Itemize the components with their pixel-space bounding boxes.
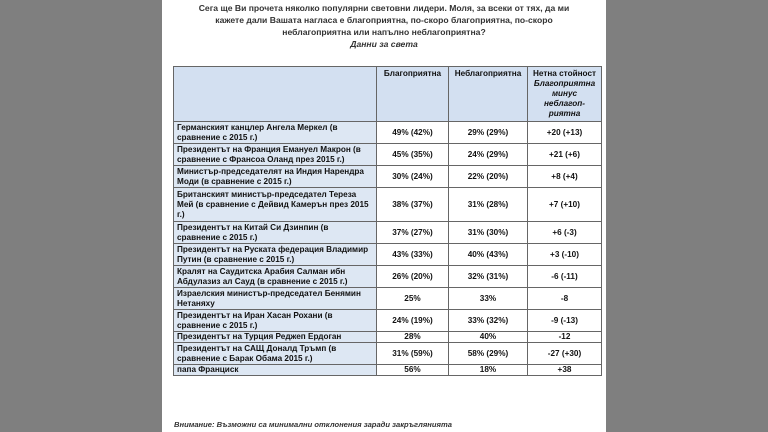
header-net-line-3: минус неблагоп-	[543, 89, 586, 108]
unfavorable-cell: 40% (43%)	[449, 244, 528, 266]
leader-name-cell: папа Франциск	[174, 365, 377, 376]
net-value-cell: -8	[528, 288, 602, 310]
header-net-line-4: риятна	[548, 109, 581, 118]
question-line-1: Сега ще Ви прочета няколко популярни световни лидери. Моля, за всеки от тях, да ми	[198, 3, 570, 13]
table-header-row	[174, 67, 602, 122]
leader-name-cell: Президентът на Турция Реджеп Ердоган	[174, 332, 377, 343]
unfavorable-cell: 29% (29%)	[449, 122, 528, 144]
net-value-cell: +21 (+6)	[528, 144, 602, 166]
leader-name-cell: Президентът на Руската федерация Владимир Путин (в сравнение с 2015 г.)	[174, 244, 377, 266]
header-corner	[174, 67, 377, 122]
favorable-cell: 28%	[377, 332, 449, 343]
table-row	[174, 343, 602, 365]
net-value-cell: +6 (-3)	[528, 222, 602, 244]
leader-name-cell: Кралят на Саудитска Арабия Салман ибн Абдулазиз ал Сауд (в сравнение с 2015 г.)	[174, 266, 377, 288]
leader-name-cell: Президентът на САЩ Доналд Тръмп (в сравнение с Барак Обама 2015 г.)	[174, 343, 377, 365]
document-page	[162, 0, 606, 432]
table-row	[174, 222, 602, 244]
leader-name-cell: Израелския министър-председател Бенямин Нетаняху	[174, 288, 377, 310]
favorable-cell: 43% (33%)	[377, 244, 449, 266]
favorable-cell: 38% (37%)	[377, 188, 449, 222]
leader-name-cell: Президентът на Франция Емануел Макрон (в сравнение с Франсоа Оланд през 2015 г.)	[174, 144, 377, 166]
favorable-cell: 56%	[377, 365, 449, 376]
leader-name-cell: Президентът на Иран Хасан Рохани (в сравнение с 2015 г.)	[174, 310, 377, 332]
table-row	[174, 288, 602, 310]
header-unfavorable: Неблагоприятна	[449, 67, 528, 122]
question-subtitle: Данни за света	[350, 39, 418, 49]
leader-name-cell: Германският канцлер Ангела Меркел (в сравнение с 2015 г.)	[174, 122, 377, 144]
favorable-cell: 26% (20%)	[377, 266, 449, 288]
table-row	[174, 244, 602, 266]
unfavorable-cell: 31% (30%)	[449, 222, 528, 244]
header-net	[528, 67, 602, 122]
unfavorable-cell: 33%	[449, 288, 528, 310]
net-value-cell: +8 (+4)	[528, 166, 602, 188]
favorable-cell: 31% (59%)	[377, 343, 449, 365]
table-row	[174, 332, 602, 343]
unfavorable-cell: 40%	[449, 332, 528, 343]
net-value-cell: +7 (+10)	[528, 188, 602, 222]
unfavorable-cell: 18%	[449, 365, 528, 376]
table-row	[174, 122, 602, 144]
table-row	[174, 166, 602, 188]
leader-name-cell: Британският министър-председател Тереза Мей (в сравнение с Дейвид Камерън през 2015 г.)	[174, 188, 377, 222]
table-row	[174, 144, 602, 166]
favorable-cell: 25%	[377, 288, 449, 310]
net-value-cell: +3 (-10)	[528, 244, 602, 266]
leader-name-cell: Президентът на Китай Си Дзинпин (в сравнение с 2015 г.)	[174, 222, 377, 244]
footnote	[174, 420, 452, 429]
header-favorable: Благоприятна	[377, 67, 449, 122]
question-line-3: неблагоприятна или напълно неблагоприятна?	[282, 27, 486, 37]
net-value-cell: -6 (-11)	[528, 266, 602, 288]
favorable-cell: 30% (24%)	[377, 166, 449, 188]
favorable-cell: 24% (19%)	[377, 310, 449, 332]
unfavorable-cell: 33% (32%)	[449, 310, 528, 332]
favorable-cell: 45% (35%)	[377, 144, 449, 166]
net-value-cell: -9 (-13)	[528, 310, 602, 332]
net-value-cell: +20 (+13)	[528, 122, 602, 144]
unfavorable-cell: 32% (31%)	[449, 266, 528, 288]
net-value-cell: -12	[528, 332, 602, 343]
footnote-label: Внимание:	[174, 420, 215, 429]
survey-question	[168, 2, 600, 50]
header-net-line-1: Нетна стойност	[532, 69, 597, 78]
leaders-table	[173, 66, 602, 376]
net-value-cell: -27 (+30)	[528, 343, 602, 365]
net-value-cell: +38	[528, 365, 602, 376]
question-line-2: кажете дали Вашата нагласа е благоприятна, по-скоро благоприятна, по-скоро	[215, 15, 553, 25]
table-row	[174, 266, 602, 288]
unfavorable-cell: 58% (29%)	[449, 343, 528, 365]
unfavorable-cell: 24% (29%)	[449, 144, 528, 166]
header-net-line-2: Благоприятна	[533, 79, 596, 88]
footnote-text: Възможни са минимални отклонения заради закръглянията	[216, 420, 452, 429]
favorable-cell: 49% (42%)	[377, 122, 449, 144]
leader-name-cell: Министър-председателят на Индия Нарендра Моди (в сравнение с 2015 г.)	[174, 166, 377, 188]
favorable-cell: 37% (27%)	[377, 222, 449, 244]
table-row	[174, 188, 602, 222]
table-row	[174, 365, 602, 376]
unfavorable-cell: 22% (20%)	[449, 166, 528, 188]
table-row	[174, 310, 602, 332]
unfavorable-cell: 31% (28%)	[449, 188, 528, 222]
